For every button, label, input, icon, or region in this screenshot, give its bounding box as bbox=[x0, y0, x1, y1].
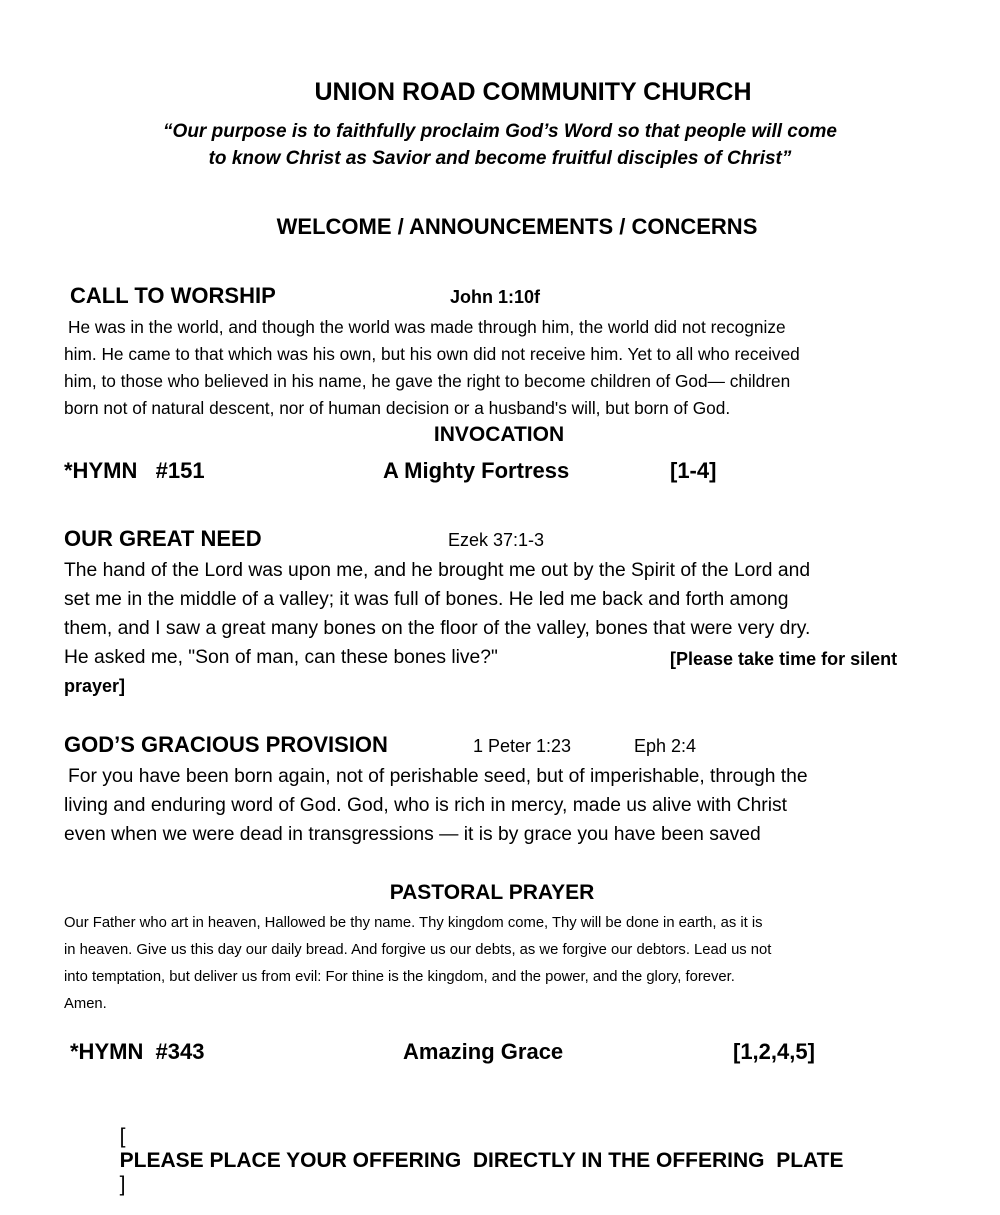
welcome-heading: WELCOME / ANNOUNCEMENTS / CONCERNS bbox=[276, 214, 758, 239]
hymn-1-title: A Mighty Fortress bbox=[383, 458, 570, 483]
call-to-worship-title: CALL TO WORSHIP bbox=[70, 283, 276, 308]
pastoral-prayer-heading: PASTORAL PRAYER bbox=[389, 881, 595, 904]
text-line: Our Father who art in heaven, Hallowed be thy name. Thy kingdom come, Thy will be done in earth, as it is bbox=[64, 915, 763, 931]
call-to-worship-reference: John 1:10f bbox=[450, 287, 541, 307]
gracious-provision-reference-1: 1 Peter 1:23 bbox=[473, 736, 572, 756]
text-line: For you have been born again, not of perishable seed, but of imperishable, through the bbox=[68, 766, 808, 787]
text-line: set me in the middle of a valley; it was full of bones. He led me back and forth among bbox=[64, 589, 789, 610]
text-line: him. He came to that which was his own, but his own did not receive him. Yet to all who received bbox=[64, 344, 800, 364]
our-great-need-title: OUR GREAT NEED bbox=[64, 526, 262, 551]
hymn-1-verses: [1-4] bbox=[670, 458, 717, 483]
hymn-2-verses: [1,2,4,5] bbox=[733, 1039, 815, 1064]
text-line: Amen. bbox=[64, 996, 107, 1012]
offering-instruction bbox=[108, 1101, 843, 1197]
text-line: him, to those who believed in his name, he gave the right to become children of God— children bbox=[64, 371, 791, 391]
hymn-2-number: *HYMN #343 bbox=[70, 1039, 205, 1064]
hymn-1-number: *HYMN #151 bbox=[64, 458, 205, 483]
gracious-provision-text bbox=[64, 762, 808, 849]
gracious-provision-title: GOD’S GRACIOUS PROVISION bbox=[64, 732, 388, 757]
text-line: He was in the world, and though the world was made through him, the world did not recognize bbox=[68, 317, 786, 337]
purpose-statement bbox=[0, 118, 1000, 172]
text-line: The hand of the Lord was upon me, and he brought me out by the Spirit of the Lord and bbox=[64, 560, 811, 581]
offering-open-bracket: [ bbox=[119, 1125, 126, 1148]
text-line: into temptation, but deliver us from evil: For thine is the kingdom, and the power, and the glory, forever. bbox=[64, 969, 735, 985]
offering-close-bracket: ] bbox=[119, 1173, 126, 1196]
text-line: born not of natural descent, nor of human decision or a husband's will, but born of God. bbox=[64, 398, 731, 418]
text-line: them, and I saw a great many bones on the floor of the valley, bones that were very dry. bbox=[64, 618, 811, 639]
text-line: even when we were dead in transgressions — it is by grace you have been saved bbox=[64, 824, 761, 845]
silent-prayer-note: [Please take time for silent bbox=[670, 649, 898, 669]
hymn-2-title: Amazing Grace bbox=[403, 1039, 564, 1064]
gracious-provision-reference-2: Eph 2:4 bbox=[634, 736, 697, 756]
purpose-line-1: “Our purpose is to faithfully proclaim God’s Word so that people will come bbox=[163, 121, 837, 142]
our-great-need-reference: Ezek 37:1-3 bbox=[448, 530, 545, 550]
church-name: UNION ROAD COMMUNITY CHURCH bbox=[314, 78, 752, 106]
invocation-heading: INVOCATION bbox=[433, 423, 565, 446]
call-to-worship-text bbox=[64, 314, 800, 422]
pastoral-prayer-text bbox=[64, 910, 771, 1018]
purpose-line-2: to know Christ as Savior and become fruitful disciples of Christ” bbox=[208, 148, 792, 169]
offering-text: PLEASE PLACE YOUR OFFERING DIRECTLY IN THE OFFERING PLATE bbox=[119, 1149, 844, 1172]
text-line: in heaven. Give us this day our daily bread. And forgive us our debts, as we forgive our debtors. Lead us not bbox=[64, 942, 772, 958]
text-line: He asked me, "Son of man, can these bones live?" bbox=[64, 647, 498, 668]
text-line: living and enduring word of God. God, who is rich in mercy, made us alive with Christ bbox=[64, 795, 788, 816]
silent-prayer-note-end: prayer] bbox=[64, 676, 126, 696]
